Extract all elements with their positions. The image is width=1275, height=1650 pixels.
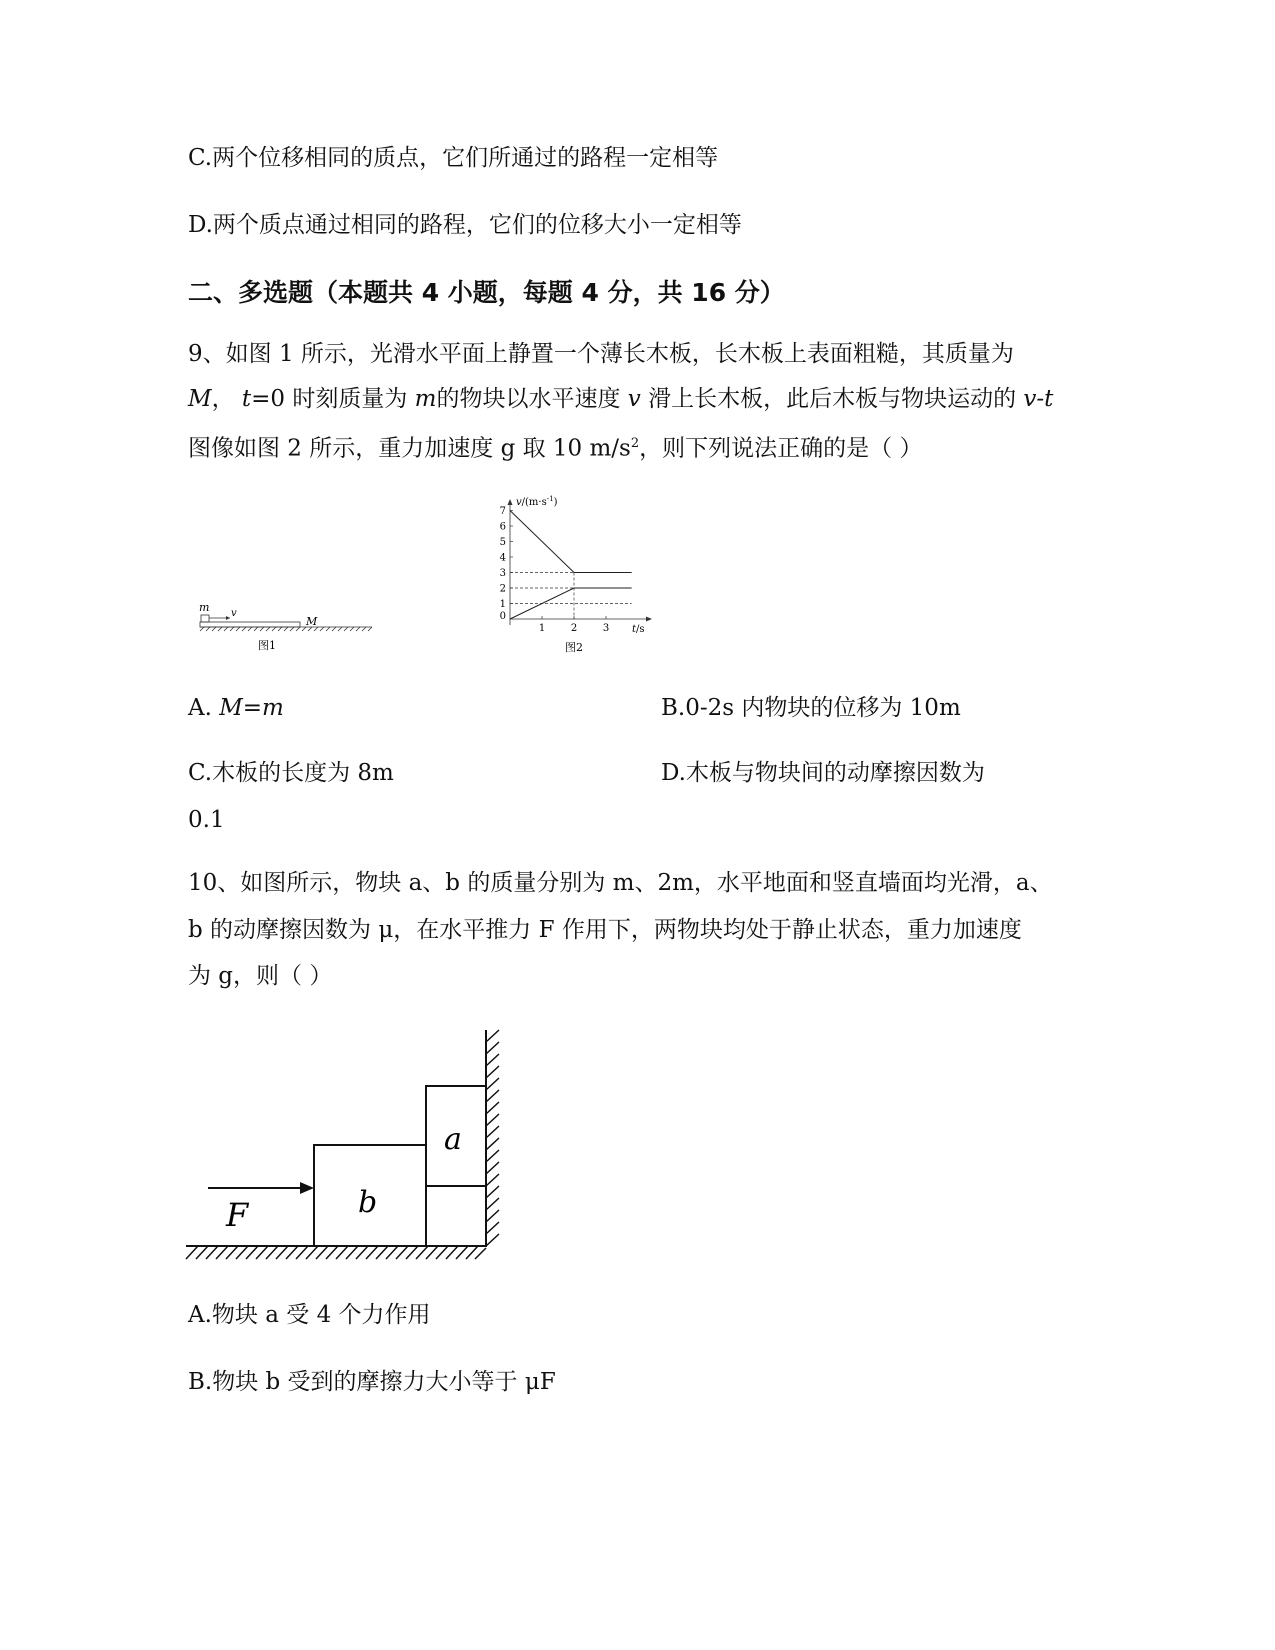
q10-label-b: b: [358, 1185, 378, 1220]
fig1-caption: 图1: [258, 639, 276, 652]
section-heading: 二、多选题（本题共 4 小题，每题 4 分，共 16 分）: [188, 278, 785, 307]
q10-line2: b 的动摩擦因数为 μ，在水平推力 F 作用下，两物块均处于静止状态，重力加速度: [188, 917, 1022, 943]
q10-label-F: F: [226, 1196, 249, 1234]
fig2-caption: 图2: [565, 641, 583, 654]
vt-xtick-label-2: 2: [570, 623, 578, 634]
vt-ytick-label-3: 3: [499, 568, 506, 579]
q9-line1: 9、如图 1 所示，光滑水平面上静置一个薄长木板，长木板上表面粗糙，其质量为: [188, 341, 1014, 367]
fig1-block: [201, 615, 209, 622]
vt-ytick-label-2: 2: [499, 583, 506, 595]
option-d-prev: D.两个质点通过相同的路程，它们的位移大小一定相等: [188, 212, 742, 238]
vt-series-line-1: [510, 511, 632, 573]
vt-x-axis-arrow: [646, 617, 652, 622]
fig1-label-m: m: [199, 601, 210, 614]
vt-ytick-label-1: 1: [499, 599, 506, 610]
vt-ytick-label-5: 5: [499, 537, 506, 548]
q9-option-a-prefix: A.: [188, 695, 220, 721]
vt-ylabel-unit: /(m·s: [521, 497, 547, 508]
q9-text-p1: =0 时刻质量为: [251, 386, 415, 412]
q9-option-c: C.木板的长度为 8m: [188, 760, 394, 786]
q9-option-b: B.0-2s 内物块的位移为 10m: [661, 695, 961, 721]
q9-line3-prefix: 图像如图 2 所示，重力加速度 g 取 10 m/s: [188, 435, 631, 462]
vt-ytick-label-7: 7: [499, 506, 506, 517]
q9-var-m: m: [414, 386, 437, 412]
q10-force-arrow-head: [300, 1182, 314, 1194]
q10-option-a: A.物块 a 受 4 个力作用: [188, 1302, 431, 1328]
fig1-arrow-head: [226, 616, 230, 620]
q9-line3: [188, 428, 922, 465]
q9-var-vt: v-t: [1023, 386, 1054, 412]
vt-xlabel-t: t: [632, 624, 637, 635]
fig1-ground-hatch: [200, 627, 372, 631]
fig1-label-v: v: [231, 608, 237, 619]
q9-line3-sup: 2: [630, 436, 640, 451]
vt-ytick-label-0: 0: [499, 611, 506, 622]
q9-var-v: v: [627, 386, 641, 412]
q10-label-a: a: [444, 1122, 462, 1157]
vt-y-axis-arrow: [508, 499, 513, 505]
q9-figure-2: [496, 493, 666, 663]
q10-wall-hatch: [486, 1030, 499, 1246]
q10-line1: 10、如图所示，物块 a、b 的质量分别为 m、2m，水平地面和竖直墙面均光滑，a、: [188, 870, 1053, 896]
q10-line3: 为 g，则（ ）: [188, 963, 333, 989]
vt-ylabel-exp: -1: [546, 495, 554, 503]
vt-xlabel: [632, 624, 645, 635]
q10-option-b: B.物块 b 受到的摩擦力大小等于 μF: [188, 1369, 556, 1395]
q9-line3-suffix: ，则下列说法正确的是（ ）: [639, 435, 923, 462]
vt-ylabel-v: v: [516, 497, 522, 508]
q10-support-block: [426, 1186, 486, 1246]
vt-ylabel: [516, 495, 558, 508]
vt-ytick-label-4: 4: [499, 552, 506, 564]
q9-option-d-cont: 0.1: [188, 807, 225, 833]
vt-chart-marks: [500, 506, 632, 634]
fig1-label-M: M: [306, 615, 318, 628]
fig1-board: [200, 622, 300, 627]
vt-xlabel-unit: /s: [636, 624, 645, 635]
q9-var-t: t: [241, 386, 252, 412]
q9-line2: [188, 383, 1053, 415]
q9-sep: ，: [211, 386, 235, 412]
option-c-prev: C.两个位移相同的质点，它们所通过的路程一定相等: [188, 145, 719, 171]
q9-text-p2: 的物块以水平速度: [436, 386, 628, 412]
vt-ytick-label-6: 6: [499, 521, 506, 533]
q10-figure: [180, 1025, 510, 1270]
q9-var-M: M: [188, 386, 212, 412]
q9-text-p3: 滑上长木板，此后木板与物块运动的: [640, 386, 1024, 412]
q9-option-d: D.木板与物块间的动摩擦因数为: [661, 760, 985, 786]
q9-option-a-math: M=m: [219, 695, 284, 721]
q9-option-a: [188, 692, 284, 724]
vt-xtick-label-3: 3: [602, 623, 610, 634]
q10-floor-hatch: [186, 1246, 486, 1259]
vt-xtick-label-1: 1: [538, 623, 546, 634]
q9-figure-1: [194, 596, 384, 658]
vt-ylabel-close: ): [553, 497, 558, 508]
